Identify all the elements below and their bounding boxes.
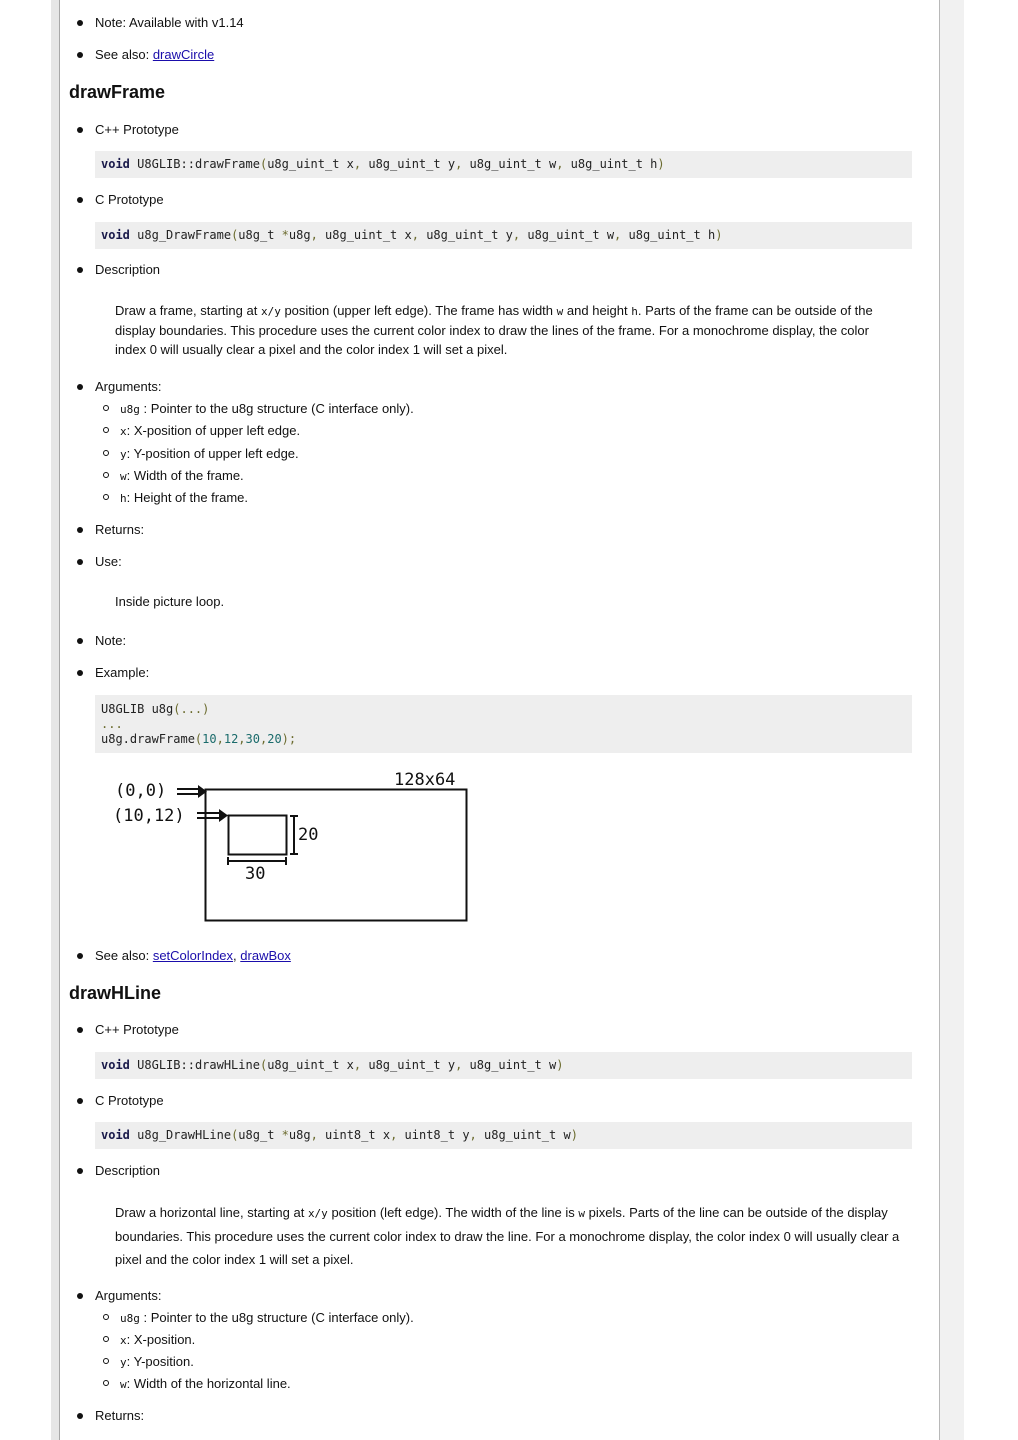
drawframe-diagram <box>105 765 475 927</box>
argument-item: u8g : Pointer to the u8g structure (C interface only). <box>120 401 414 416</box>
argument-item: w: Width of the frame. <box>120 468 244 483</box>
description-label: Description <box>95 262 161 277</box>
see-also-label: See also: <box>95 47 150 62</box>
example-label: Example: <box>95 665 150 680</box>
see-also-item <box>95 47 214 63</box>
c-prototype-label: C Prototype <box>95 192 164 207</box>
description-text: Draw a frame, starting at x/y position (upper left edge). The frame has width w and height h. Parts of the frame can be outside of the display boundaries. This procedure uses the current color index to draw the lines of the frame. For a monochrome display, the color index 0 will usually clear a pixel and the color index 1 will set a pixel. <box>115 303 873 357</box>
start-arrow <box>197 809 228 822</box>
page-right-border <box>939 0 964 1440</box>
argument-item: u8g : Pointer to the u8g structure (C interface only). <box>120 1310 414 1325</box>
see-also-label: See also: <box>95 948 150 963</box>
note-label: Note: <box>95 15 127 30</box>
section-title-drawhline: drawHLine <box>69 983 162 1003</box>
argument-item: h: Height of the frame. <box>120 490 249 505</box>
argument-item: y: Y-position of upper left edge. <box>120 446 299 461</box>
cpp-prototype-label: C++ Prototype <box>95 122 179 137</box>
note-label-drawframe: Note: <box>95 633 127 648</box>
returns-label: Returns: <box>95 522 145 537</box>
origin-label: (0,0) <box>115 781 167 801</box>
c-prototype-code: void u8g_DrawFrame(u8g_t *u8g, u8g_uint_t x, u8g_uint_t y, u8g_uint_t w, u8g_uint_t h) <box>95 222 912 249</box>
height-dimension <box>290 816 298 854</box>
cpp-prototype-code: void U8GLIB::drawFrame(u8g_uint_t x, u8g_uint_t y, u8g_uint_t w, u8g_uint_t h) <box>95 151 912 178</box>
frame-rectangle <box>229 816 287 855</box>
section-title-drawframe: drawFrame <box>69 82 166 102</box>
argument-item: w: Width of the horizontal line. <box>120 1376 291 1391</box>
height-label: 20 <box>298 825 319 845</box>
c-prototype-label: C Prototype <box>95 1093 164 1108</box>
display-size-label: 128x64 <box>394 770 456 790</box>
width-label: 30 <box>245 864 266 884</box>
example-code: U8GLIB u8g(...) ... u8g.drawFrame(10,12,30,20); <box>95 695 912 753</box>
link-drawcircle[interactable]: drawCircle <box>152 47 215 62</box>
description-text: Draw a horizontal line, starting at x/y position (left edge). The width of the line is w pixels. Parts of the line can be outside of the display boundaries. This procedure uses the current color index to draw the line. For a monochrome display, the color index 0 will usually clear a pixel and the color index 1 will set a pixel. <box>115 1205 900 1267</box>
link-setcolorindex[interactable]: setColorIndex <box>152 948 234 963</box>
note-item <box>95 15 244 31</box>
arguments-label: Arguments: <box>95 379 162 394</box>
argument-item: x: X-position. <box>120 1332 196 1347</box>
use-text: Inside picture loop. <box>115 594 225 609</box>
returns-label: Returns: <box>95 1408 145 1423</box>
see-also-item-drawframe: See also: setColorIndex, drawBox <box>95 948 291 963</box>
cpp-prototype-code: void U8GLIB::drawHLine(u8g_uint_t x, u8g_uint_t y, u8g_uint_t w) <box>95 1052 912 1079</box>
note-text: Available with v1.14 <box>128 15 244 30</box>
cpp-prototype-label: C++ Prototype <box>95 1022 179 1037</box>
start-label: (10,12) <box>113 806 185 826</box>
use-label: Use: <box>95 554 122 569</box>
origin-arrow <box>177 785 207 798</box>
argument-item: y: Y-position. <box>120 1354 194 1369</box>
argument-item: x: X-position of upper left edge. <box>120 423 301 438</box>
page-left-border <box>51 0 60 1440</box>
c-prototype-code: void u8g_DrawHLine(u8g_t *u8g, uint8_t x, uint8_t y, u8g_uint_t w) <box>95 1122 912 1149</box>
link-drawbox[interactable]: drawBox <box>240 948 291 963</box>
arguments-label: Arguments: <box>95 1288 162 1303</box>
description-label: Description <box>95 1163 161 1178</box>
